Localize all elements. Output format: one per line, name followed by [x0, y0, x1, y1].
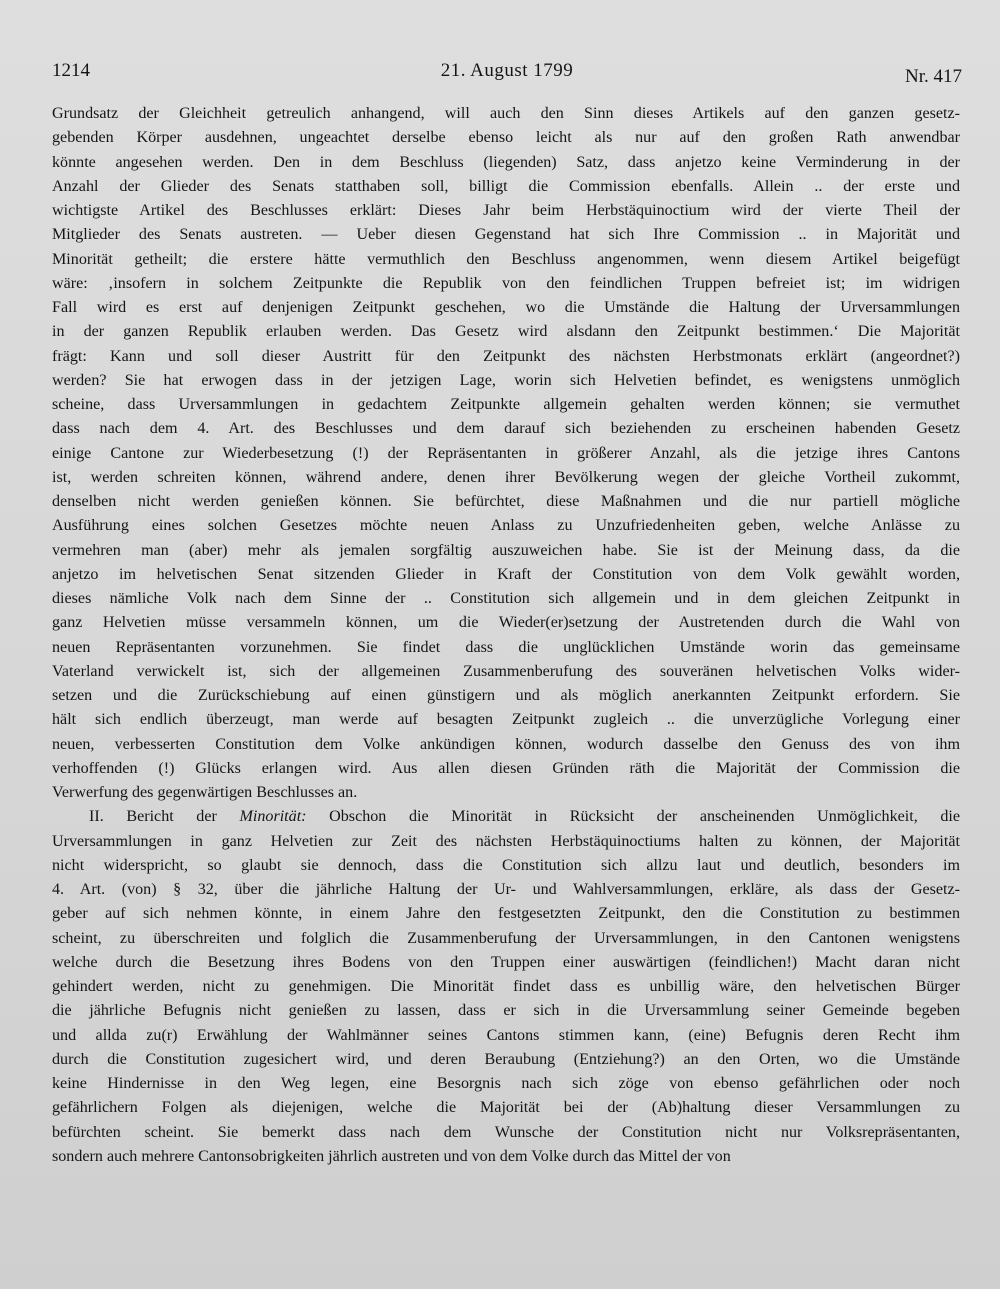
paragraph-line: Ausführung eines solchen Gesetzes möchte neuen Anlass zu Unzufriedenheiten geben, welche Anlässe zu: [52, 517, 960, 535]
minority-heading: Minorität:: [239, 808, 307, 826]
paragraph-line: scheint, zu überschreiten und folglich die Zusammenberufung der Urversammlungen, in den Cantonen wenigstens: [52, 929, 960, 947]
paragraph-line: denselben nicht werden genießen können. Sie befürchtet, diese Maßnahmen und die nur partiell mögliche: [52, 493, 960, 510]
paragraph-line: II. Bericht der Minorität: Obschon die Minorität in Rücksicht der anscheinenden Unmöglichkeit, die: [89, 808, 961, 826]
paragraph-line: vermehren man (aber) mehr als jemalen sorgfältig auszuweichen habe. Sie ist der Meinung dass, da die: [52, 541, 960, 559]
paragraph-line: Fall wird es erst auf denjenigen Zeitpunkt geschehen, wo die Umstände die Haltung der Urversammlungen: [52, 299, 960, 316]
header-date: 21. August 1799: [440, 60, 574, 81]
paragraph-line: dieses nämliche Volk nach dem Sinne der .. Constitution sich allgemein und in dem gleichen Zeitpunkt in: [52, 590, 960, 607]
paragraph-line: Vaterland verwickelt ist, sich der allgemeinen Zusammenberufung des souveränen helvetischen Volks wider-: [52, 662, 960, 680]
paragraph-line: ganz Helvetien müsse versammeln können, um die Wieder(er)setzung der Austretenden durch die Wahl von: [52, 614, 960, 632]
paragraph-line: hält sich endlich überzeugt, man werde auf besagten Zeitpunkt zugleich .. die unverzügliche Vorlegung einer: [52, 711, 960, 729]
paragraph-line: scheine, dass Urversammlungen in gedachtem Zeitpunkte allgemein gehalten werden können; sie vermuthet: [52, 396, 960, 413]
paragraph-line: gehindert werden, nicht zu genehmigen. Die Minorität findet dass es unbillig wäre, den helvetischen Bürger: [52, 978, 960, 995]
paragraph-line: einige Cantone zur Wiederbesetzung (!) der Repräsentanten in größerer Anzahl, als die jetzige ihres Cantons: [52, 444, 960, 462]
page-number: 1214: [52, 60, 90, 81]
paragraph-line: frägt: Kann und soll dieser Austritt für den Zeitpunkt des nächsten Herbstmonats erklärt (angeordnet?): [52, 347, 960, 365]
paragraph-line: wichtigste Artikel des Beschlusses erklärt: Dieses Jahr beim Herbstäquinoctium wird der vierte Theil der: [52, 202, 960, 219]
paragraph-line: verhoffenden (!) Glücks erlangen wird. Aus allen diesen Gründen räth die Majorität der Commission die: [52, 759, 960, 777]
paragraph-line: neuen Repräsentanten vorzunehmen. Sie findet dass die unglücklichen Umstände worin das gemeinsame: [52, 638, 960, 656]
paragraph-line: Mitglieder des Senats austreten. — Ueber diesen Gegenstand hat sich Ihre Commission .. in Majorität und: [52, 226, 960, 244]
page-header: [52, 60, 962, 90]
paragraph-line: neuen, verbesserten Constitution dem Volke ankündigen können, wodurch dasselbe den Genuss des von ihm: [52, 735, 960, 753]
paragraph-line: durch die Constitution zugesichert wird, und deren Beraubung (Entziehung?) an den Orten, wo die Umstände: [52, 1050, 960, 1068]
paragraph-line: anjetzo im helvetischen Senat sitzenden Glieder in Kraft der Constitution von dem Volk gewählt worden,: [52, 565, 960, 583]
paragraph-line: Verwerfung des gegenwärtigen Beschlusses an.: [52, 784, 358, 801]
paragraph-line: sondern auch mehrere Cantonsobrigkeiten jährlich austreten und von dem Volke durch das Mittel der von: [52, 1147, 731, 1165]
paragraph-line: die jährliche Befugnis nicht genießen zu lassen, dass er sich in die Urversammlung seiner Gemeinde begeben: [52, 1002, 960, 1020]
paragraph-line: ist, werden schreiten können, während andere, denen ihrer Bevölkerung wegen der gleiche Vortheil zukommt,: [52, 468, 960, 486]
paragraph-line: Minorität getheilt; die erstere hätte vermuthlich den Beschluss angenommen, wenn diesem Artikel beigefügt: [52, 250, 960, 268]
paragraph-line: keine Hindernisse in den Weg legen, eine Besorgnis nach sich zöge von ebenso gefährlichen oder noch: [52, 1075, 960, 1092]
paragraph-minority: [52, 805, 960, 1169]
paragraph-line: in der ganzen Republik erlauben werden. Das Gesetz wird alsdann den Zeitpunkt bestimmen.‘ Die Majorität: [52, 323, 960, 341]
paragraph-majority: [52, 102, 960, 805]
paragraph-line: wäre: ‚insofern in solchem Zeitpunkte die Republik von den feindlichen Truppen befreiet ist; im widrigen: [52, 274, 960, 292]
paragraph-line: welche durch die Besetzung ihres Bodens von den Truppen einer auswärtigen (feindlichen!) Macht daran nicht: [52, 953, 960, 971]
paragraph-line: setzen und die Zurückschiebung auf einen günstigern und als möglich anerkannten Zeitpunkt erfordern. Sie: [52, 687, 960, 704]
paragraph-line: 4. Art. (von) § 32, über die jährliche Haltung der Ur- und Wahlversammlungen, erkläre, als dass der Gesetz-: [52, 881, 960, 898]
paragraph-line: Anzahl der Glieder des Senats statthaben soll, billigt die Commission ebenfalls. Allein .. der erste und: [52, 177, 960, 195]
paragraph-line: befürchten scheint. Sie bemerkt dass nach dem Wunsche der Constitution nicht nur Volksrepräsentanten,: [52, 1123, 960, 1141]
paragraph-line: könnte angesehen werden. Den in dem Beschluss (liegenden) Satz, dass anjetzo keine Verminderung in der: [52, 153, 960, 171]
paragraph-line: gefährlichern Folgen als diejenigen, welche die Majorität bei der (Ab)haltung dieser Versammlungen zu: [52, 1099, 960, 1117]
paragraph-line: gebenden Körper ausdehnen, ungeachtet derselbe ebenso leicht als nur auf den großen Rath anwendbar: [52, 129, 960, 147]
paragraph-line: und allda zu(r) Erwählung der Wahlmänner seines Cantons stimmen kann, (eine) Befugnis deren Recht ihm: [52, 1026, 960, 1044]
paragraph-line: werden? Sie hat erwogen dass in der jetzigen Lage, worin sich Helvetien befindet, es wenigstens unmöglich: [52, 371, 960, 389]
document-number: Nr. 417: [905, 66, 962, 87]
paragraph-line: Urversammlungen in ganz Helvetien zur Zeit des nächsten Herbstäquinoctiums halten zu können, der Majorität: [52, 832, 960, 850]
paragraph-line: geber auf sich nehmen könnte, in einem Jahre den festgesetzten Zeitpunkt, den die Constitution zu bestimmen: [52, 905, 960, 923]
paragraph-line: Grundsatz der Gleichheit getreulich anhangend, will auch den Sinn dieses Artikels auf den ganzen gesetz-: [52, 105, 960, 122]
paragraph-line: dass nach dem 4. Art. des Beschlusses und dem darauf sich beziehenden zu erscheinen habenden Gesetz: [52, 420, 960, 438]
document-body: [52, 102, 960, 1169]
paragraph-line: nicht widerspricht, so glaubt sie dennoch, dass die Constitution sich allzu laut und deutlich, besonders im: [52, 856, 960, 874]
